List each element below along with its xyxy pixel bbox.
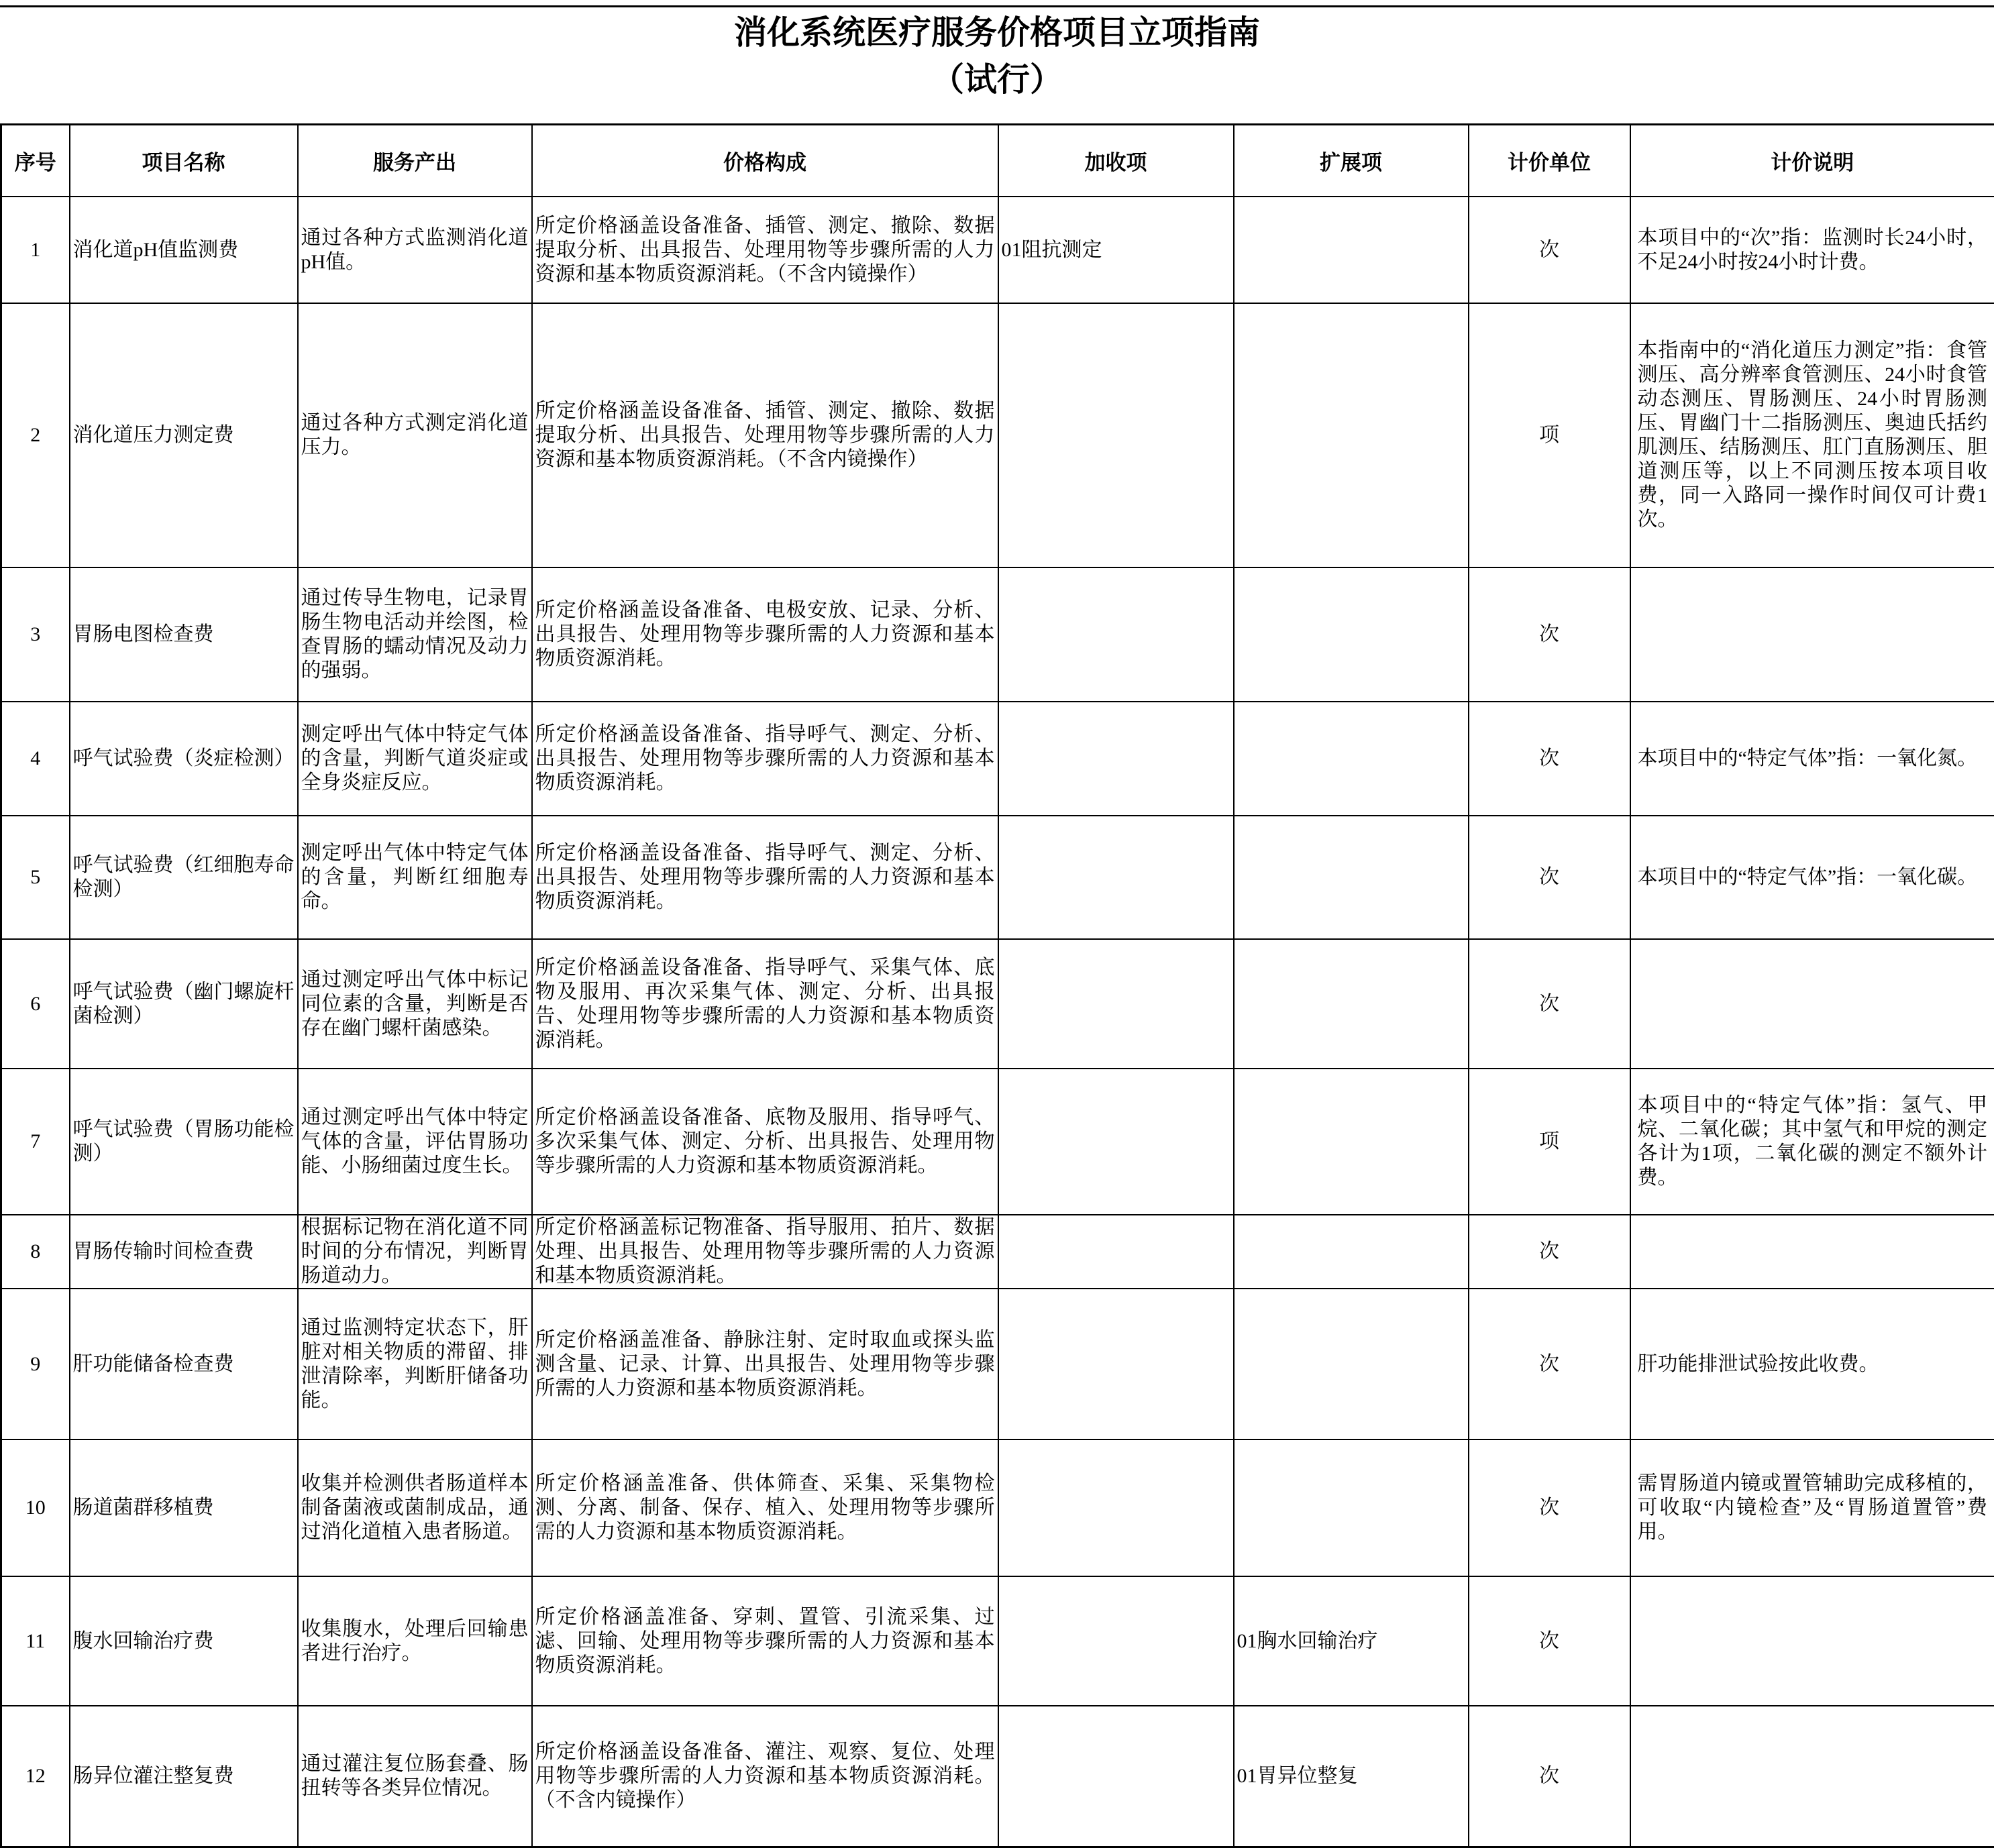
cell-no: 9 [1,1289,70,1439]
column-header-name: 项目名称 [70,125,298,197]
cell-price: 所定价格涵盖设备准备、电极安放、记录、分析、出具报告、处理用物等步骤所需的人力资源和基本物质资源消耗。 [532,567,998,702]
column-header-unit: 计价单位 [1469,125,1630,197]
cell-output: 通过监测特定状态下，肝脏对相关物质的滞留、排泄清除率，判断肝储备功能。 [298,1289,532,1439]
cell-surcharge [998,939,1234,1069]
cell-name: 腹水回输治疗费 [70,1576,298,1706]
cell-surcharge [998,1069,1234,1215]
cell-output: 测定呼出气体中特定气体的含量，判断气道炎症或全身炎症反应。 [298,702,532,816]
table-row [1,939,1994,1069]
cell-unit: 次 [1469,1289,1630,1439]
cell-unit: 次 [1469,1215,1630,1289]
cell-extension [1234,1215,1469,1289]
cell-output: 通过各种方式测定消化道压力。 [298,303,532,567]
cell-output: 收集并检测供者肠道样本制备菌液或菌制成品，通过消化道植入患者肠道。 [298,1439,532,1576]
column-header-no: 序号 [1,125,70,197]
table-row [1,1439,1994,1576]
cell-extension [1234,1439,1469,1576]
cell-extension [1234,197,1469,303]
page-subtitle: （试行） [0,56,1994,103]
table-body [1,197,1994,1847]
cell-name: 消化道压力测定费 [70,303,298,567]
cell-unit: 项 [1469,303,1630,567]
cell-extension [1234,567,1469,702]
cell-name: 胃肠电图检查费 [70,567,298,702]
cell-price: 所定价格涵盖设备准备、插管、测定、撤除、数据提取分析、出具报告、处理用物等步骤所需的人力资源和基本物质资源消耗。（不含内镜操作） [532,197,998,303]
column-header-surcharge: 加收项 [998,125,1234,197]
cell-unit: 次 [1469,197,1630,303]
cell-price: 所定价格涵盖设备准备、灌注、观察、复位、处理用物等步骤所需的人力资源和基本物质资源消耗。（不含内镜操作） [532,1706,998,1847]
cell-note [1630,1706,1994,1847]
document-title-block [0,0,1994,123]
cell-no: 6 [1,939,70,1069]
cell-price: 所定价格涵盖设备准备、指导呼气、测定、分析、出具报告、处理用物等步骤所需的人力资源和基本物质资源消耗。 [532,702,998,816]
cell-output: 通过各种方式监测消化道pH值。 [298,197,532,303]
cell-extension [1234,939,1469,1069]
cell-extension: 01胃异位整复 [1234,1706,1469,1847]
cell-name: 呼气试验费（胃肠功能检测） [70,1069,298,1215]
cell-note: 本项目中的“特定气体”指：氢气、甲烷、二氧化碳；其中氢气和甲烷的测定各计为1项，二氧化碳的测定不额外计费。 [1630,1069,1994,1215]
cell-extension [1234,1069,1469,1215]
cell-price: 所定价格涵盖准备、静脉注射、定时取血或探头监测含量、记录、计算、出具报告、处理用物等步骤所需的人力资源和基本物质资源消耗。 [532,1289,998,1439]
cell-surcharge [998,1706,1234,1847]
cell-name: 胃肠传输时间检查费 [70,1215,298,1289]
cell-price: 所定价格涵盖准备、供体筛查、采集、采集物检测、分离、制备、保存、植入、处理用物等步骤所需的人力资源和基本物质资源消耗。 [532,1439,998,1576]
cell-price: 所定价格涵盖设备准备、底物及服用、指导呼气、多次采集气体、测定、分析、出具报告、处理用物等步骤所需的人力资源和基本物质资源消耗。 [532,1069,998,1215]
table-row [1,1215,1994,1289]
cell-surcharge [998,702,1234,816]
column-header-output: 服务产出 [298,125,532,197]
table-row [1,1706,1994,1847]
cell-output: 通过测定呼出气体中特定气体的含量，评估胃肠功能、小肠细菌过度生长。 [298,1069,532,1215]
cell-surcharge [998,1576,1234,1706]
cell-surcharge [998,303,1234,567]
cell-no: 2 [1,303,70,567]
top-rule [0,5,1994,7]
cell-note: 肝功能排泄试验按此收费。 [1630,1289,1994,1439]
pricing-table [0,123,1994,1848]
table-row [1,1576,1994,1706]
table-row [1,567,1994,702]
column-header-price: 价格构成 [532,125,998,197]
cell-output: 收集腹水，处理后回输患者进行治疗。 [298,1576,532,1706]
cell-unit: 次 [1469,702,1630,816]
cell-unit: 次 [1469,1706,1630,1847]
column-header-note: 计价说明 [1630,125,1994,197]
cell-note [1630,1215,1994,1289]
cell-no: 8 [1,1215,70,1289]
cell-surcharge [998,1215,1234,1289]
cell-no: 10 [1,1439,70,1576]
cell-no: 3 [1,567,70,702]
page-title: 消化系统医疗服务价格项目立项指南 [0,9,1994,56]
cell-note: 本指南中的“消化道压力测定”指：食管测压、高分辨率食管测压、24小时食管动态测压、胃肠测压、24小时胃肠测压、胃幽门十二指肠测压、奥迪氏括约肌测压、结肠测压、肛门直肠测压、胆道测压等，以上不同测压按本项目收费，同一入路同一操作时间仅可计费1 次。 [1630,303,1994,567]
table-row [1,197,1994,303]
cell-surcharge [998,1289,1234,1439]
cell-unit: 次 [1469,567,1630,702]
cell-name: 呼气试验费（炎症检测） [70,702,298,816]
cell-output: 通过测定呼出气体中标记同位素的含量，判断是否存在幽门螺杆菌感染。 [298,939,532,1069]
cell-extension: 01胸水回输治疗 [1234,1576,1469,1706]
cell-surcharge: 01阻抗测定 [998,197,1234,303]
cell-unit: 次 [1469,939,1630,1069]
cell-extension [1234,1289,1469,1439]
table-row [1,303,1994,567]
cell-surcharge [998,816,1234,939]
cell-name: 肝功能储备检查费 [70,1289,298,1439]
cell-note [1630,1576,1994,1706]
cell-name: 肠异位灌注整复费 [70,1706,298,1847]
table-row [1,1069,1994,1215]
cell-unit: 项 [1469,1069,1630,1215]
cell-no: 5 [1,816,70,939]
cell-unit: 次 [1469,1576,1630,1706]
header-row [1,125,1994,197]
cell-note [1630,567,1994,702]
cell-note: 本项目中的“特定气体”指：一氧化氮。 [1630,702,1994,816]
cell-name: 呼气试验费（幽门螺旋杆菌检测） [70,939,298,1069]
cell-note: 本项目中的“次”指：监测时长24小时，不足24小时按24小时计费。 [1630,197,1994,303]
table-row [1,1289,1994,1439]
cell-extension [1234,702,1469,816]
cell-output: 根据标记物在消化道不同时间的分布情况，判断胃肠道动力。 [298,1215,532,1289]
column-header-extension: 扩展项 [1234,125,1469,197]
cell-note: 本项目中的“特定气体”指：一氧化碳。 [1630,816,1994,939]
cell-unit: 次 [1469,816,1630,939]
cell-no: 4 [1,702,70,816]
cell-name: 消化道pH值监测费 [70,197,298,303]
cell-unit: 次 [1469,1439,1630,1576]
cell-no: 7 [1,1069,70,1215]
cell-extension [1234,816,1469,939]
cell-price: 所定价格涵盖设备准备、指导呼气、采集气体、底物及服用、再次采集气体、测定、分析、出具报告、处理用物等步骤所需的人力资源和基本物质资源消耗。 [532,939,998,1069]
cell-output: 通过灌注复位肠套叠、肠扭转等各类异位情况。 [298,1706,532,1847]
cell-price: 所定价格涵盖设备准备、指导呼气、测定、分析、出具报告、处理用物等步骤所需的人力资源和基本物质资源消耗。 [532,816,998,939]
cell-price: 所定价格涵盖设备准备、插管、测定、撤除、数据提取分析、出具报告、处理用物等步骤所需的人力资源和基本物质资源消耗。（不含内镜操作） [532,303,998,567]
cell-output: 通过传导生物电，记录胃肠生物电活动并绘图，检查胃肠的蠕动情况及动力的强弱。 [298,567,532,702]
table-row [1,702,1994,816]
cell-price: 所定价格涵盖准备、穿刺、置管、引流采集、过滤、回输、处理用物等步骤所需的人力资源和基本物质资源消耗。 [532,1576,998,1706]
cell-name: 呼气试验费（红细胞寿命检测） [70,816,298,939]
cell-price: 所定价格涵盖标记物准备、指导服用、拍片、数据处理、出具报告、处理用物等步骤所需的人力资源和基本物质资源消耗。 [532,1215,998,1289]
table-row [1,816,1994,939]
cell-surcharge [998,1439,1234,1576]
cell-no: 12 [1,1706,70,1847]
cell-extension [1234,303,1469,567]
cell-name: 肠道菌群移植费 [70,1439,298,1576]
cell-surcharge [998,567,1234,702]
cell-note [1630,939,1994,1069]
cell-note: 需胃肠道内镜或置管辅助完成移植的，可收取“内镜检查”及“胃肠道置管”费用。 [1630,1439,1994,1576]
cell-no: 11 [1,1576,70,1706]
cell-no: 1 [1,197,70,303]
cell-output: 测定呼出气体中特定气体的含量，判断红细胞寿命。 [298,816,532,939]
